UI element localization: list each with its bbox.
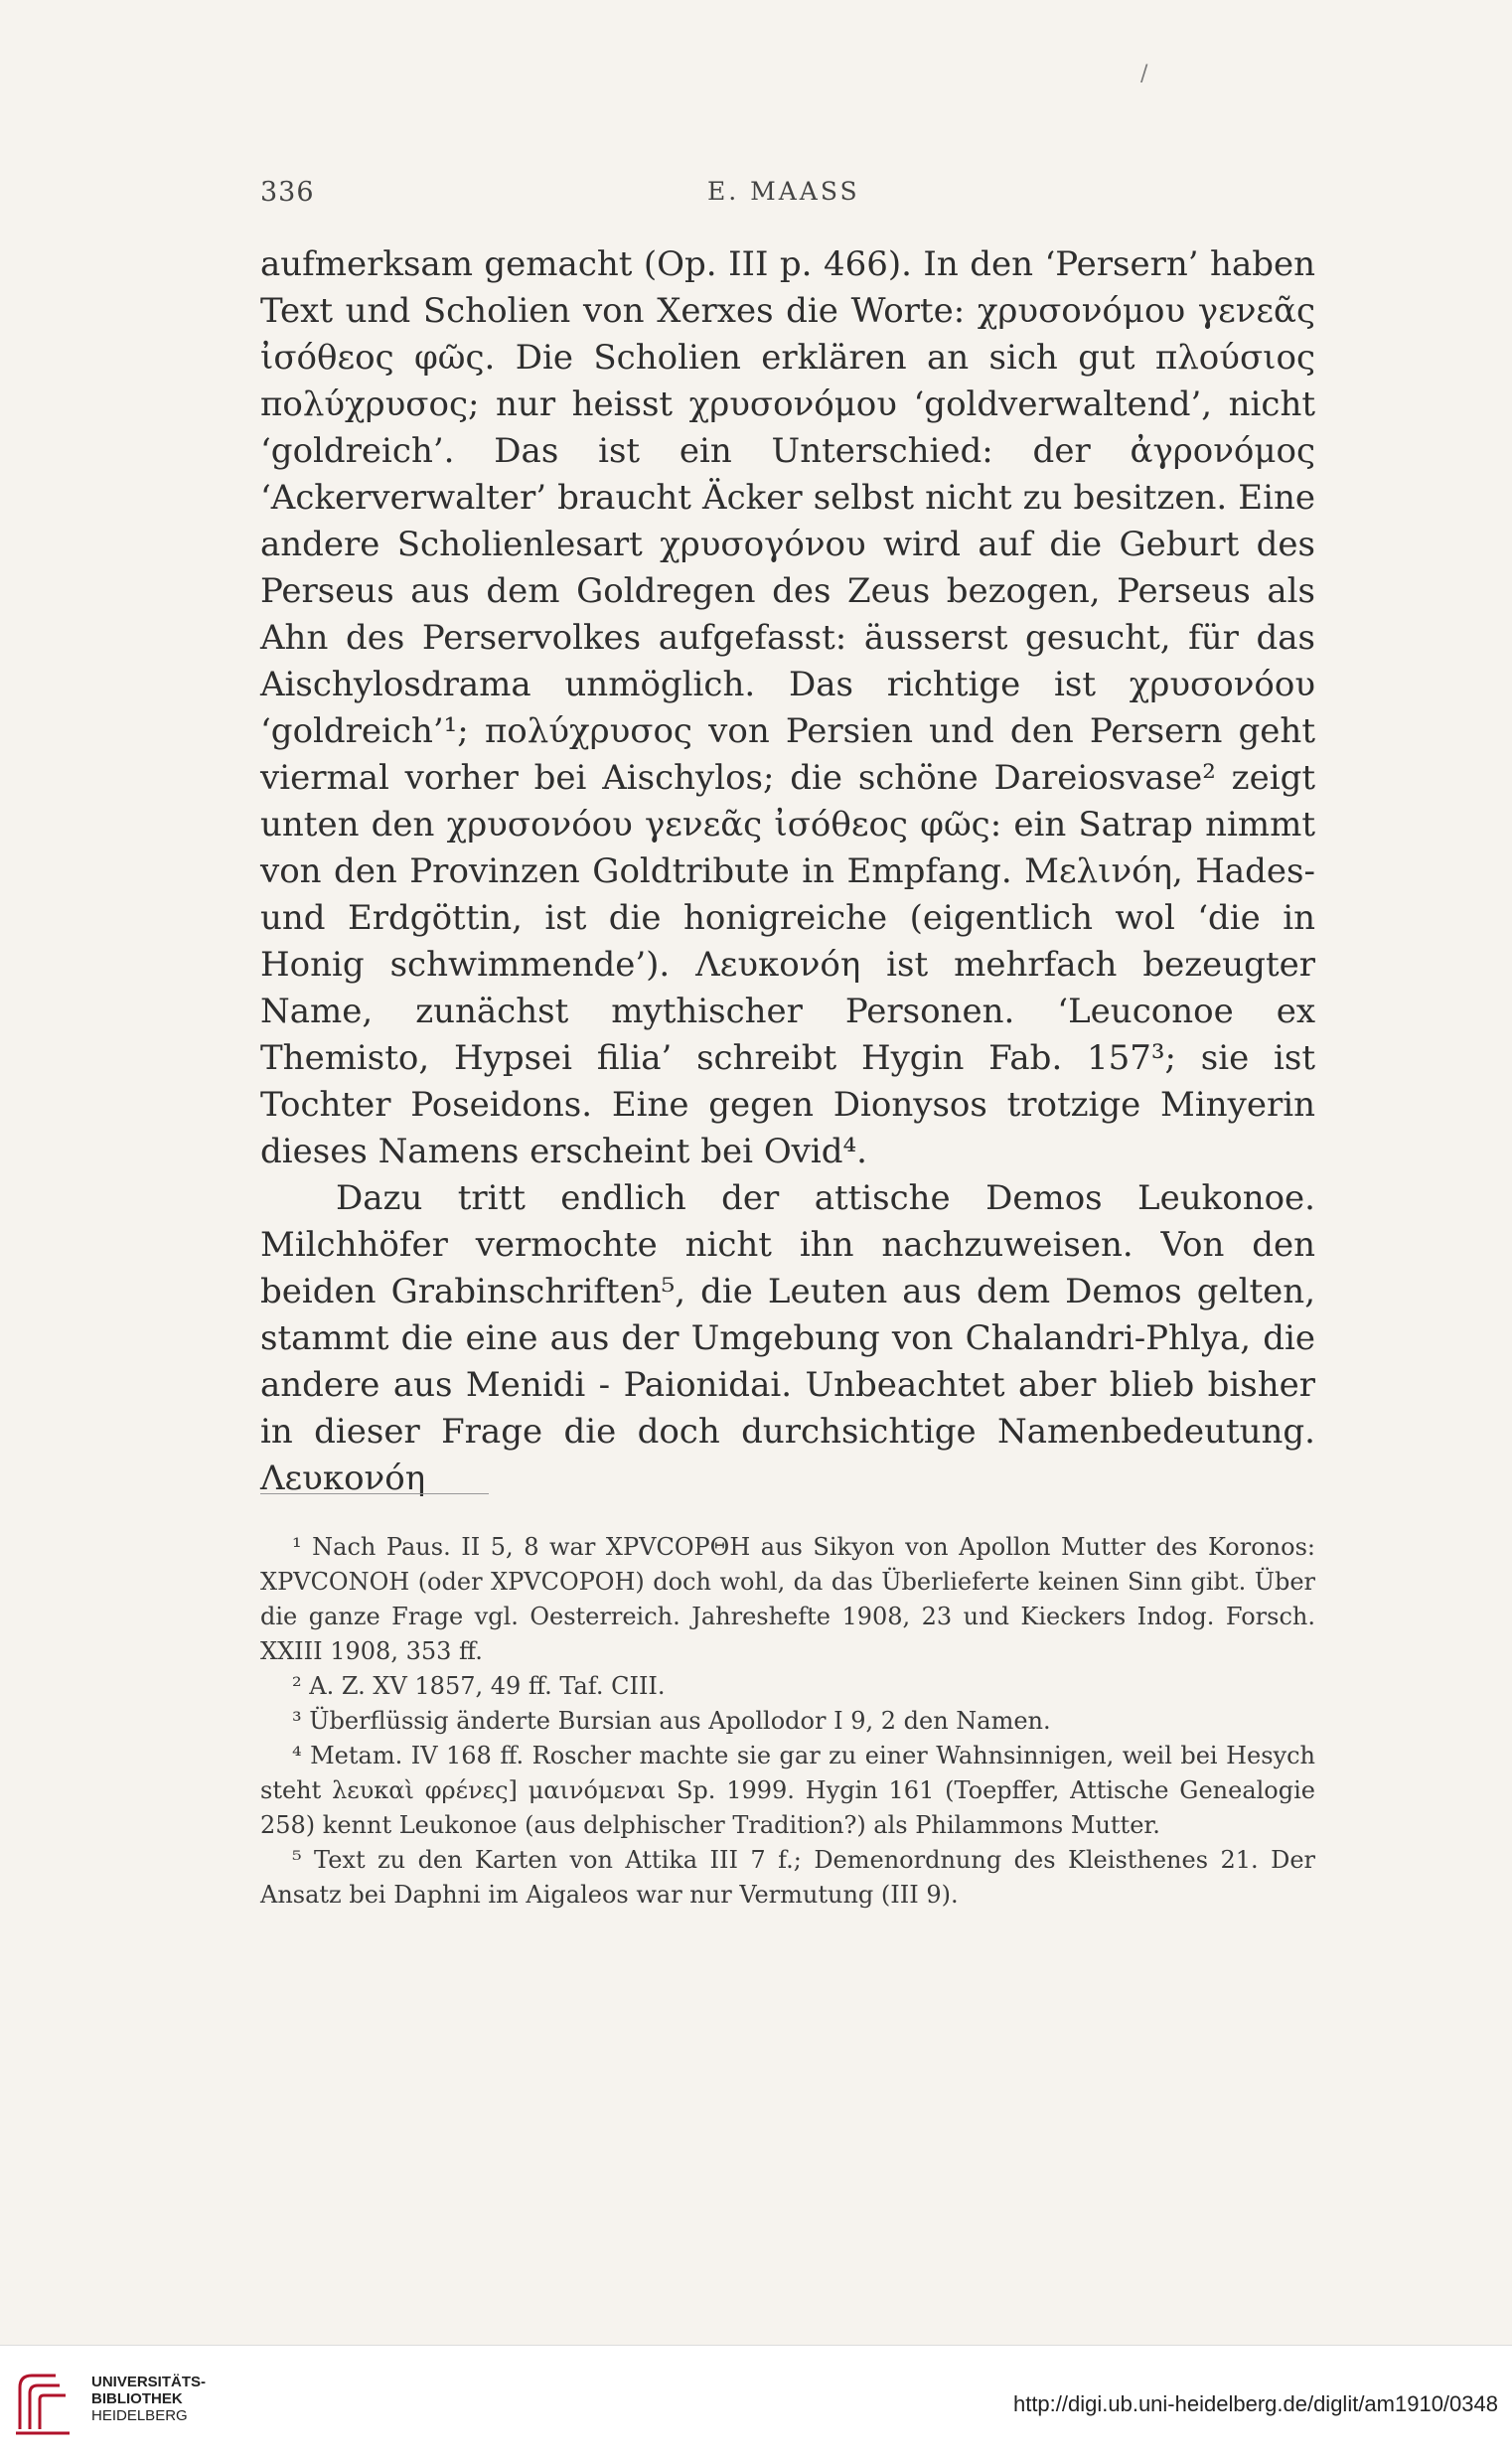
footnote: ² A. Z. XV 1857, 49 ff. Taf. CIII. [292,1672,666,1700]
library-line: HEIDELBERG [91,2407,188,2424]
footnote: ⁴ Metam. IV 168 ff. Roscher machte sie gar zu einer Wahnsinnigen, weil bei Hesych steht λευκαὶ φρένες] μαινόμεναι Sp. 1999. Hygin 161 (Toepffer, Attische Genealogie 258) kennt Leukonoe (aus delphischer Tradition?) als Philammons Mutter. [260,1742,1315,1839]
running-header [260,177,1313,217]
footnote: ³ Überflüssig änderte Bursian aus Apollodor I 9, 2 den Namen. [292,1707,1051,1735]
page-number: 336 [260,177,315,208]
footnote: ¹ Nach Paus. II 5, 8 war ΧΡVCOΡΘΗ aus Sikyon von Apollon Mutter des Koronos: ΧΡVCONOΗ (oder ΧΡVCOΡΟΗ) doch wohl, da das Überlieferte keinen Sinn gibt. Über die ganze Frage vgl. Oesterreich. Jahreshefte 1908, 23 und Kieckers Indog. Forsch. XXIII 1908, 353 ff. [260,1533,1315,1665]
footnotes [260,1530,1315,1913]
digitization-footer [0,2345,1512,2457]
library-line: BIBLIOTHEK [91,2390,183,2407]
footnote: ⁵ Text zu den Karten von Attika III 7 f.; Demenordnung des Kleisthenes 21. Der Ansatz bei Daphni im Aigaleos war nur Vermutung (III 9). [260,1846,1315,1909]
paragraph: Dazu tritt endlich der attische Demos Leukonoe. Milchhöfer vermochte nicht ihn nachzuweisen. Von den beiden Grabinschriften⁵, die Leuten aus dem Demos gelten, stammt die eine aus der Umgebung von Chalandri-Phlya, die andere aus Menidi - Paionidai. Unbeachtet aber blieb bisher in dieser Frage die doch durchsichtige Namenbedeutung. Λευκονόη [260,1178,1315,1498]
library-name [91,2374,206,2424]
library-line: UNIVERSITÄTS- [91,2374,207,2390]
ub-heidelberg-logo-icon [12,2368,74,2437]
running-author: E. MAASS [707,177,860,206]
source-url-link[interactable]: http://digi.ub.uni-heidelberg.de/diglit/am1910/0348 [1012,2391,1498,2416]
paragraph: aufmerksam gemacht (Op. III p. 466). In den ‘Persern’ haben Text und Scholien von Xerxes die Worte: χρυσονόμου γενεᾶς ἰσόθεος φῶς. Die Scholien erklären an sich gut πλούσιος πολύχρυσος; nur heisst χρυσονόμου ‘goldverwaltend’, nicht ‘goldreich’. Das ist ein Unterschied: der ἀγρονόμος ‘Ackerverwalter’ braucht Äcker selbst nicht zu besitzen. Eine andere Scholienlesart χρυσογόνου wird auf die Geburt des Perseus aus dem Goldregen des Zeus bezogen, Perseus als Ahn des Perservolkes aufgefasst: äusserst gesucht, für das Aischylosdrama unmöglich. Das richtige ist χρυσονόου ‘goldreich’¹; πολύχρυσος von Persien und den Persern geht viermal vorher bei Aischylos; die schöne Dareiosvase² zeigt unten den χρυσονόου γενεᾶς ἰσόθεος φῶς: ein Satrap nimmt von den Provinzen Goldtribute in Empfang. Μελινόη, Hades- und Erdgöttin, ist die honigreiche (eigentlich wol ‘die in Honig schwimmende’). Λευκονόη ist mehrfach bezeugter Name, zunächst mythischer Personen. ‘Leuconoe ex Themisto, Hypsei filia’ schreibt Hygin Fab. 157³; sie ist Tochter Poseidons. Eine gegen Dionysos trotzige Minyerin dieses Namens erscheint bei Ovid⁴. [260,244,1315,1171]
corner-mark: / [1140,62,1148,86]
main-text [260,241,1315,1502]
footnote-separator [260,1493,489,1494]
